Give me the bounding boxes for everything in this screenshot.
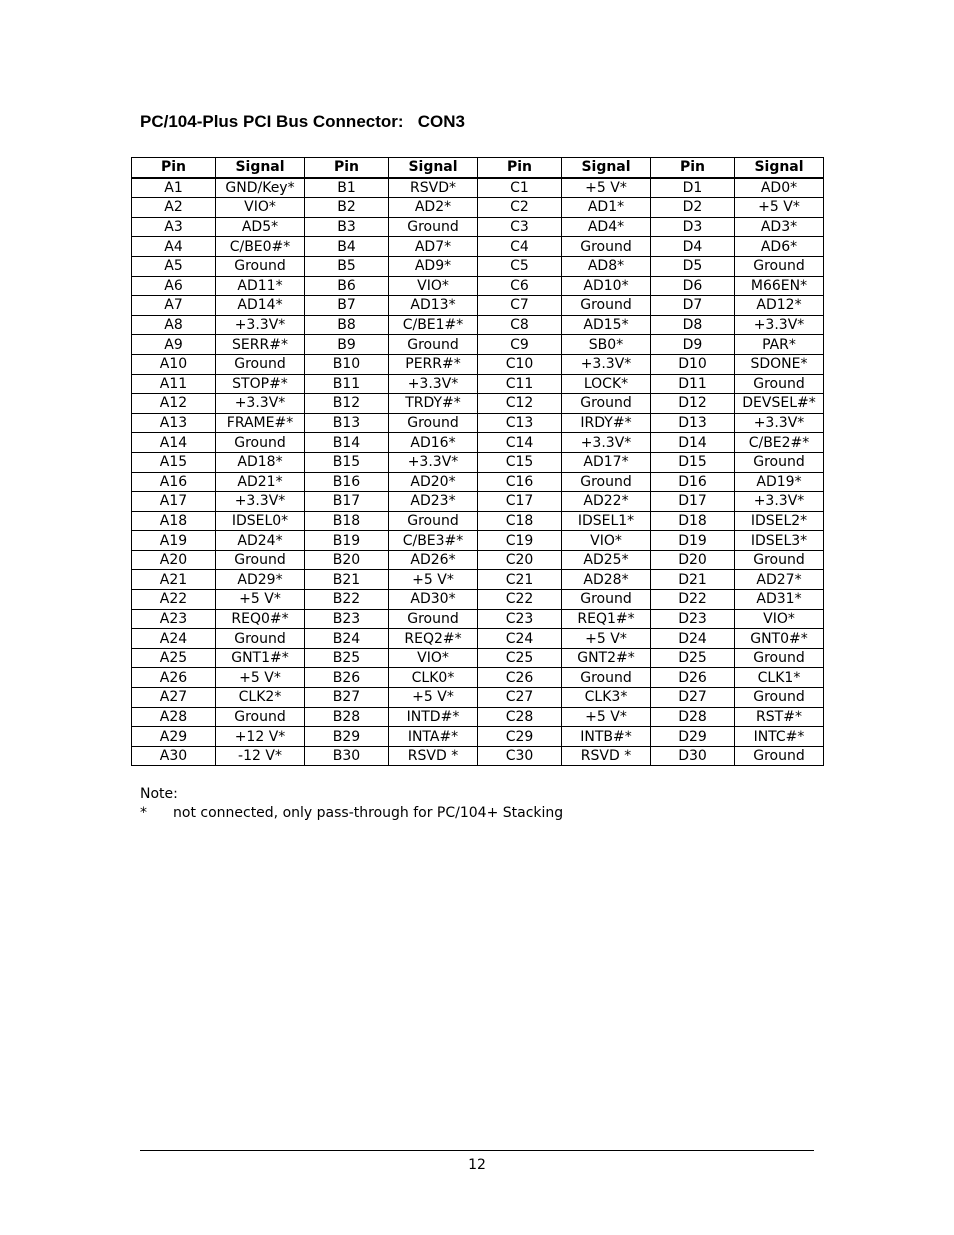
cell-signal-d: +5 V* — [735, 198, 824, 218]
cell-signal-c: Ground — [562, 237, 651, 257]
table-row — [132, 570, 824, 590]
cell-pin-a: A21 — [132, 570, 216, 590]
table-row — [132, 727, 824, 747]
cell-signal-d: AD27* — [735, 570, 824, 590]
table-header-row — [132, 158, 824, 178]
cell-pin-c: C28 — [478, 707, 562, 727]
cell-signal-a: Ground — [216, 629, 305, 649]
cell-pin-c: C10 — [478, 354, 562, 374]
cell-signal-b: AD23* — [389, 492, 478, 512]
cell-pin-d: D30 — [651, 746, 735, 766]
cell-signal-d: Ground — [735, 550, 824, 570]
cell-signal-d: Ground — [735, 374, 824, 394]
table-row — [132, 629, 824, 649]
column-header-pin-d: Pin — [651, 158, 735, 178]
cell-pin-a: A3 — [132, 217, 216, 237]
cell-signal-a: +5 V* — [216, 668, 305, 688]
cell-signal-b: RSVD * — [389, 746, 478, 766]
cell-signal-c: AD4* — [562, 217, 651, 237]
cell-signal-a: Ground — [216, 433, 305, 453]
cell-signal-a: GNT1#* — [216, 648, 305, 668]
cell-pin-c: C22 — [478, 590, 562, 610]
cell-pin-d: D15 — [651, 452, 735, 472]
cell-pin-a: A26 — [132, 668, 216, 688]
cell-pin-a: A9 — [132, 335, 216, 355]
cell-pin-a: A25 — [132, 648, 216, 668]
table-row — [132, 550, 824, 570]
pin-table — [131, 157, 824, 766]
cell-signal-b: C/BE1#* — [389, 315, 478, 335]
table-row — [132, 433, 824, 453]
column-header-signal-c: Signal — [562, 158, 651, 178]
table-row — [132, 198, 824, 218]
cell-pin-d: D1 — [651, 178, 735, 198]
cell-signal-d: SDONE* — [735, 354, 824, 374]
cell-signal-b: +5 V* — [389, 570, 478, 590]
cell-pin-b: B11 — [305, 374, 389, 394]
cell-pin-c: C11 — [478, 374, 562, 394]
cell-signal-b: AD2* — [389, 198, 478, 218]
cell-pin-d: D4 — [651, 237, 735, 257]
cell-pin-d: D5 — [651, 256, 735, 276]
cell-signal-c: Ground — [562, 590, 651, 610]
cell-pin-b: B4 — [305, 237, 389, 257]
cell-signal-a: AD21* — [216, 472, 305, 492]
cell-signal-a: Ground — [216, 550, 305, 570]
cell-signal-d: C/BE2#* — [735, 433, 824, 453]
cell-signal-d: AD0* — [735, 178, 824, 198]
cell-pin-a: A24 — [132, 629, 216, 649]
table-row — [132, 315, 824, 335]
cell-pin-d: D17 — [651, 492, 735, 512]
cell-pin-c: C20 — [478, 550, 562, 570]
cell-signal-d: Ground — [735, 746, 824, 766]
cell-pin-a: A2 — [132, 198, 216, 218]
cell-pin-a: A10 — [132, 354, 216, 374]
column-header-signal-b: Signal — [389, 158, 478, 178]
cell-signal-a: GND/Key* — [216, 178, 305, 198]
cell-pin-b: B7 — [305, 296, 389, 316]
cell-signal-b: +3.3V* — [389, 452, 478, 472]
table-row — [132, 688, 824, 708]
cell-pin-c: C25 — [478, 648, 562, 668]
cell-pin-a: A28 — [132, 707, 216, 727]
cell-pin-a: A15 — [132, 452, 216, 472]
cell-pin-a: A22 — [132, 590, 216, 610]
cell-pin-b: B25 — [305, 648, 389, 668]
cell-pin-b: B29 — [305, 727, 389, 747]
cell-signal-c: +3.3V* — [562, 354, 651, 374]
cell-signal-c: LOCK* — [562, 374, 651, 394]
cell-signal-a: Ground — [216, 256, 305, 276]
cell-pin-d: D3 — [651, 217, 735, 237]
cell-signal-b: RSVD* — [389, 178, 478, 198]
cell-signal-b: Ground — [389, 335, 478, 355]
cell-pin-a: A27 — [132, 688, 216, 708]
cell-pin-d: D27 — [651, 688, 735, 708]
cell-signal-c: GNT2#* — [562, 648, 651, 668]
cell-signal-d: AD12* — [735, 296, 824, 316]
cell-pin-b: B1 — [305, 178, 389, 198]
cell-signal-a: +5 V* — [216, 590, 305, 610]
cell-signal-b: CLK0* — [389, 668, 478, 688]
cell-signal-c: REQ1#* — [562, 609, 651, 629]
cell-pin-d: D26 — [651, 668, 735, 688]
cell-pin-d: D19 — [651, 531, 735, 551]
cell-pin-c: C12 — [478, 394, 562, 414]
cell-pin-b: B14 — [305, 433, 389, 453]
cell-signal-d: CLK1* — [735, 668, 824, 688]
cell-pin-b: B10 — [305, 354, 389, 374]
cell-signal-a: AD11* — [216, 276, 305, 296]
cell-signal-b: C/BE3#* — [389, 531, 478, 551]
note-text: not connected, only pass-through for PC/104+ Stacking — [173, 805, 564, 821]
cell-pin-d: D29 — [651, 727, 735, 747]
cell-signal-a: Ground — [216, 707, 305, 727]
cell-signal-b: Ground — [389, 609, 478, 629]
cell-pin-a: A11 — [132, 374, 216, 394]
cell-pin-b: B20 — [305, 550, 389, 570]
cell-signal-c: Ground — [562, 394, 651, 414]
cell-signal-a: +3.3V* — [216, 394, 305, 414]
cell-pin-b: B6 — [305, 276, 389, 296]
cell-pin-b: B2 — [305, 198, 389, 218]
cell-signal-a: AD29* — [216, 570, 305, 590]
cell-signal-d: M66EN* — [735, 276, 824, 296]
table-row — [132, 374, 824, 394]
cell-pin-c: C7 — [478, 296, 562, 316]
cell-pin-c: C6 — [478, 276, 562, 296]
cell-signal-c: +5 V* — [562, 629, 651, 649]
cell-signal-b: TRDY#* — [389, 394, 478, 414]
cell-pin-b: B28 — [305, 707, 389, 727]
cell-pin-c: C21 — [478, 570, 562, 590]
cell-pin-d: D2 — [651, 198, 735, 218]
cell-signal-c: AD25* — [562, 550, 651, 570]
cell-signal-b: PERR#* — [389, 354, 478, 374]
table-row — [132, 452, 824, 472]
cell-signal-c: +3.3V* — [562, 433, 651, 453]
cell-signal-d: AD31* — [735, 590, 824, 610]
cell-pin-d: D13 — [651, 413, 735, 433]
table-row — [132, 178, 824, 198]
cell-pin-b: B16 — [305, 472, 389, 492]
cell-signal-d: +3.3V* — [735, 413, 824, 433]
cell-pin-b: B9 — [305, 335, 389, 355]
cell-pin-d: D6 — [651, 276, 735, 296]
table-row — [132, 648, 824, 668]
cell-pin-c: C16 — [478, 472, 562, 492]
cell-signal-d: Ground — [735, 648, 824, 668]
cell-pin-c: C29 — [478, 727, 562, 747]
cell-pin-c: C18 — [478, 511, 562, 531]
cell-signal-c: INTB#* — [562, 727, 651, 747]
cell-pin-c: C19 — [478, 531, 562, 551]
cell-pin-b: B22 — [305, 590, 389, 610]
table-row — [132, 707, 824, 727]
cell-pin-c: C30 — [478, 746, 562, 766]
table-row — [132, 256, 824, 276]
cell-signal-b: Ground — [389, 217, 478, 237]
cell-signal-d: Ground — [735, 688, 824, 708]
cell-signal-d: RST#* — [735, 707, 824, 727]
cell-pin-c: C1 — [478, 178, 562, 198]
cell-pin-d: D25 — [651, 648, 735, 668]
cell-pin-d: D28 — [651, 707, 735, 727]
table-row — [132, 296, 824, 316]
table-row — [132, 590, 824, 610]
table-row — [132, 668, 824, 688]
cell-signal-a: REQ0#* — [216, 609, 305, 629]
cell-pin-d: D23 — [651, 609, 735, 629]
cell-pin-c: C15 — [478, 452, 562, 472]
cell-signal-b: AD20* — [389, 472, 478, 492]
cell-signal-d: DEVSEL#* — [735, 394, 824, 414]
cell-pin-a: A5 — [132, 256, 216, 276]
table-row — [132, 413, 824, 433]
cell-signal-c: AD22* — [562, 492, 651, 512]
cell-signal-c: +5 V* — [562, 707, 651, 727]
cell-pin-a: A7 — [132, 296, 216, 316]
cell-signal-c: AD17* — [562, 452, 651, 472]
cell-pin-d: D10 — [651, 354, 735, 374]
cell-pin-c: C9 — [478, 335, 562, 355]
cell-pin-b: B19 — [305, 531, 389, 551]
table-row — [132, 335, 824, 355]
column-header-pin-b: Pin — [305, 158, 389, 178]
cell-signal-a: Ground — [216, 354, 305, 374]
cell-signal-a: CLK2* — [216, 688, 305, 708]
table-row — [132, 472, 824, 492]
cell-pin-b: B23 — [305, 609, 389, 629]
table-row — [132, 531, 824, 551]
cell-signal-d: +3.3V* — [735, 492, 824, 512]
cell-signal-a: -12 V* — [216, 746, 305, 766]
cell-pin-a: A19 — [132, 531, 216, 551]
table-row — [132, 511, 824, 531]
cell-signal-c: AD1* — [562, 198, 651, 218]
cell-signal-c: Ground — [562, 668, 651, 688]
cell-signal-c: AD10* — [562, 276, 651, 296]
cell-signal-a: FRAME#* — [216, 413, 305, 433]
cell-signal-a: +3.3V* — [216, 315, 305, 335]
cell-pin-d: D20 — [651, 550, 735, 570]
note-marker: * — [140, 805, 147, 821]
cell-signal-a: VIO* — [216, 198, 305, 218]
cell-pin-a: A23 — [132, 609, 216, 629]
cell-pin-a: A8 — [132, 315, 216, 335]
cell-pin-a: A30 — [132, 746, 216, 766]
cell-pin-a: A13 — [132, 413, 216, 433]
cell-signal-c: Ground — [562, 472, 651, 492]
cell-signal-b: +5 V* — [389, 688, 478, 708]
cell-pin-a: A4 — [132, 237, 216, 257]
cell-pin-c: C2 — [478, 198, 562, 218]
cell-signal-b: AD16* — [389, 433, 478, 453]
table-row — [132, 276, 824, 296]
cell-signal-c: VIO* — [562, 531, 651, 551]
cell-pin-b: B13 — [305, 413, 389, 433]
note-label: Note: — [140, 786, 178, 802]
cell-pin-c: C23 — [478, 609, 562, 629]
cell-signal-c: IDSEL1* — [562, 511, 651, 531]
cell-signal-c: CLK3* — [562, 688, 651, 708]
cell-pin-c: C5 — [478, 256, 562, 276]
cell-pin-d: D7 — [651, 296, 735, 316]
cell-signal-a: C/BE0#* — [216, 237, 305, 257]
cell-signal-c: SB0* — [562, 335, 651, 355]
cell-signal-d: PAR* — [735, 335, 824, 355]
cell-pin-d: D14 — [651, 433, 735, 453]
cell-signal-b: VIO* — [389, 648, 478, 668]
cell-signal-d: Ground — [735, 256, 824, 276]
cell-signal-a: AD5* — [216, 217, 305, 237]
cell-pin-b: B24 — [305, 629, 389, 649]
cell-pin-a: A29 — [132, 727, 216, 747]
cell-pin-d: D9 — [651, 335, 735, 355]
cell-pin-b: B8 — [305, 315, 389, 335]
cell-signal-b: AD13* — [389, 296, 478, 316]
cell-pin-a: A12 — [132, 394, 216, 414]
table-row — [132, 746, 824, 766]
table-row — [132, 609, 824, 629]
cell-signal-d: INTC#* — [735, 727, 824, 747]
cell-signal-d: Ground — [735, 452, 824, 472]
cell-signal-b: AD7* — [389, 237, 478, 257]
cell-signal-d: AD3* — [735, 217, 824, 237]
cell-signal-d: AD19* — [735, 472, 824, 492]
cell-pin-c: C13 — [478, 413, 562, 433]
cell-pin-b: B5 — [305, 256, 389, 276]
cell-signal-b: REQ2#* — [389, 629, 478, 649]
cell-pin-b: B26 — [305, 668, 389, 688]
cell-pin-b: B27 — [305, 688, 389, 708]
cell-signal-a: STOP#* — [216, 374, 305, 394]
cell-pin-c: C24 — [478, 629, 562, 649]
column-header-signal-d: Signal — [735, 158, 824, 178]
cell-signal-a: IDSEL0* — [216, 511, 305, 531]
cell-pin-a: A16 — [132, 472, 216, 492]
cell-signal-b: INTD#* — [389, 707, 478, 727]
cell-signal-b: AD9* — [389, 256, 478, 276]
cell-signal-c: IRDY#* — [562, 413, 651, 433]
table-row — [132, 217, 824, 237]
cell-signal-c: Ground — [562, 296, 651, 316]
cell-pin-b: B15 — [305, 452, 389, 472]
cell-pin-a: A17 — [132, 492, 216, 512]
cell-pin-a: A6 — [132, 276, 216, 296]
footer-divider — [140, 1150, 814, 1151]
cell-pin-b: B17 — [305, 492, 389, 512]
note-line — [140, 805, 563, 821]
cell-signal-a: AD24* — [216, 531, 305, 551]
table-row — [132, 354, 824, 374]
cell-signal-b: Ground — [389, 511, 478, 531]
cell-signal-d: IDSEL3* — [735, 531, 824, 551]
cell-pin-a: A18 — [132, 511, 216, 531]
cell-pin-c: C3 — [478, 217, 562, 237]
cell-pin-c: C26 — [478, 668, 562, 688]
cell-pin-c: C8 — [478, 315, 562, 335]
cell-signal-d: +3.3V* — [735, 315, 824, 335]
cell-pin-b: B18 — [305, 511, 389, 531]
cell-signal-c: +5 V* — [562, 178, 651, 198]
cell-pin-a: A14 — [132, 433, 216, 453]
cell-signal-a: AD18* — [216, 452, 305, 472]
cell-signal-b: Ground — [389, 413, 478, 433]
cell-signal-b: AD30* — [389, 590, 478, 610]
cell-signal-c: AD8* — [562, 256, 651, 276]
cell-pin-b: B3 — [305, 217, 389, 237]
cell-signal-d: VIO* — [735, 609, 824, 629]
cell-pin-d: D16 — [651, 472, 735, 492]
cell-signal-a: SERR#* — [216, 335, 305, 355]
column-header-pin-c: Pin — [478, 158, 562, 178]
cell-signal-b: +3.3V* — [389, 374, 478, 394]
cell-pin-c: C4 — [478, 237, 562, 257]
cell-signal-d: AD6* — [735, 237, 824, 257]
cell-pin-c: C27 — [478, 688, 562, 708]
cell-signal-b: AD26* — [389, 550, 478, 570]
cell-pin-d: D21 — [651, 570, 735, 590]
cell-signal-d: IDSEL2* — [735, 511, 824, 531]
column-header-pin-a: Pin — [132, 158, 216, 178]
cell-signal-b: INTA#* — [389, 727, 478, 747]
column-header-signal-a: Signal — [216, 158, 305, 178]
cell-pin-a: A20 — [132, 550, 216, 570]
cell-signal-d: GNT0#* — [735, 629, 824, 649]
cell-pin-d: D12 — [651, 394, 735, 414]
page-title: PC/104-Plus PCI Bus Connector: CON3 — [140, 112, 465, 131]
cell-signal-a: +3.3V* — [216, 492, 305, 512]
table-row — [132, 237, 824, 257]
cell-pin-a: A1 — [132, 178, 216, 198]
cell-pin-d: D22 — [651, 590, 735, 610]
cell-pin-d: D24 — [651, 629, 735, 649]
cell-pin-c: C17 — [478, 492, 562, 512]
cell-signal-a: +12 V* — [216, 727, 305, 747]
cell-signal-b: VIO* — [389, 276, 478, 296]
cell-pin-b: B30 — [305, 746, 389, 766]
table-row — [132, 394, 824, 414]
cell-pin-c: C14 — [478, 433, 562, 453]
cell-pin-d: D8 — [651, 315, 735, 335]
table-row — [132, 492, 824, 512]
cell-pin-d: D18 — [651, 511, 735, 531]
cell-pin-b: B12 — [305, 394, 389, 414]
cell-pin-b: B21 — [305, 570, 389, 590]
cell-signal-c: AD15* — [562, 315, 651, 335]
cell-pin-d: D11 — [651, 374, 735, 394]
cell-signal-c: RSVD * — [562, 746, 651, 766]
cell-signal-a: AD14* — [216, 296, 305, 316]
cell-signal-c: AD28* — [562, 570, 651, 590]
page-number: 12 — [468, 1157, 486, 1173]
